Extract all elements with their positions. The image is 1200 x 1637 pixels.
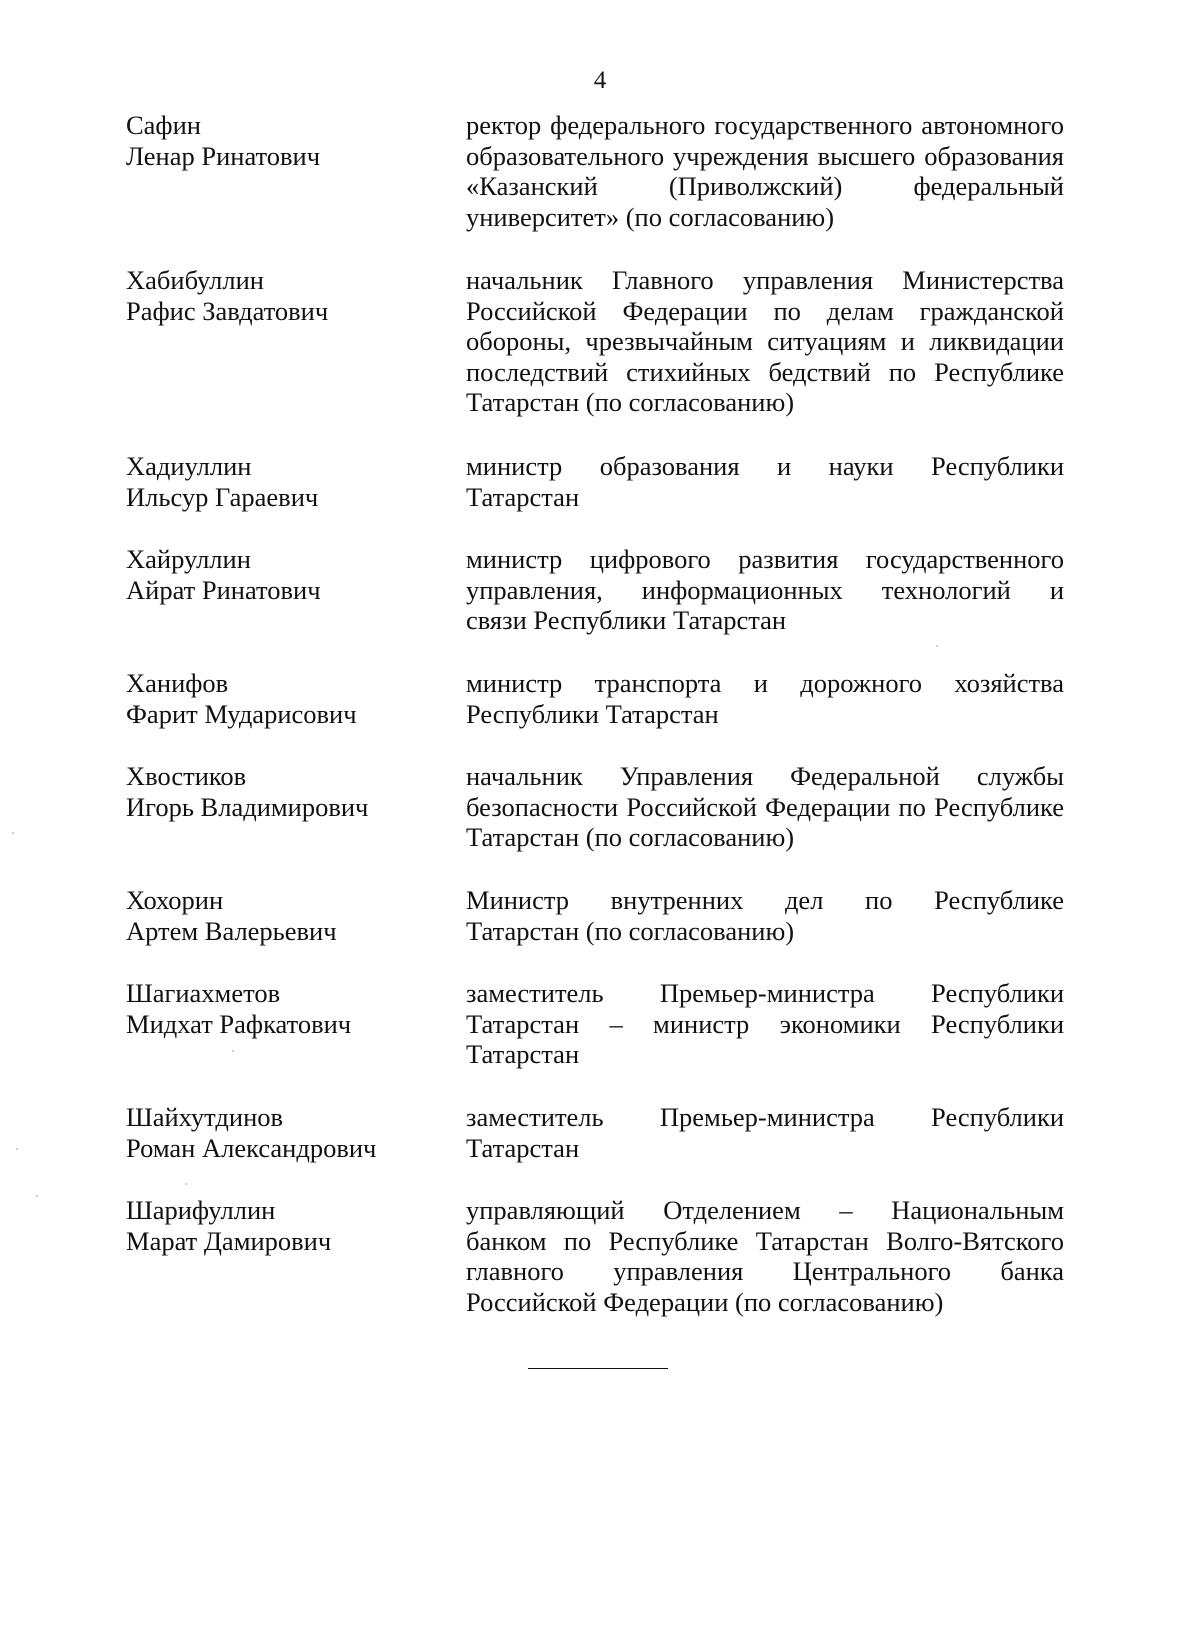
position-line: Министр внутренних дел по Республике [466, 885, 1064, 915]
position-line: начальник Управления Федеральной службы [466, 761, 1064, 791]
member-name [126, 761, 446, 822]
member-given-names: Роман Александрович [126, 1132, 377, 1163]
position-line: Татарстан [466, 481, 580, 512]
member-surname: Хабибуллин [126, 265, 264, 295]
position-line: начальник Главного управления Министерства [466, 265, 1064, 295]
position-line: последствий стихийных бедствий по Республике [466, 356, 1064, 387]
position-line: Татарстан [466, 1132, 580, 1163]
member-position [466, 885, 1064, 946]
position-line: заместитель Премьер-министра Республики [466, 1102, 1064, 1132]
position-line: университет» (по согласованию) [466, 201, 835, 232]
member-position [466, 110, 1064, 232]
position-line: обороны, чрезвычайным ситуациям и ликвидации [466, 326, 1064, 356]
member-given-names: Артем Валерьевич [126, 915, 337, 946]
member-position [466, 761, 1064, 853]
member-given-names: Марат Дамирович [126, 1225, 332, 1256]
member-surname: Хадиуллин [126, 451, 252, 481]
position-line: связи Республики Татарстан [466, 605, 787, 635]
position-line: управления, информационных технологий и [466, 574, 1064, 605]
scan-speck [232, 1050, 234, 1052]
member-surname: Ханифов [126, 668, 229, 698]
position-line: Татарстан (по согласованию) [466, 387, 795, 417]
position-line: управляющий Отделением – Национальным [466, 1195, 1064, 1225]
position-line: «Казанский (Приволжский) федеральный [466, 171, 1064, 201]
member-name [126, 544, 446, 605]
scan-speck [36, 1195, 38, 1197]
member-position [466, 1102, 1064, 1163]
position-line: главного управления Центрального банка [466, 1256, 1064, 1286]
position-line: Татарстан (по согласованию) [466, 822, 795, 852]
scan-speck [16, 1148, 18, 1150]
position-line: Татарстан [466, 1039, 580, 1069]
member-surname: Шагиахметов [126, 978, 281, 1008]
position-line: Российской Федерации по делам гражданской [466, 295, 1064, 326]
position-line: безопасности Российской Федерации по Республике [466, 791, 1064, 822]
member-given-names: Фарит Мударисович [126, 698, 357, 729]
position-line: Татарстан (по согласованию) [466, 915, 795, 946]
position-line: банком по Республике Татарстан Волго-Вятского [466, 1225, 1064, 1256]
member-given-names: Мидхат Рафкатович [126, 1008, 352, 1039]
member-given-names: Игорь Владимирович [126, 791, 369, 822]
position-line: ректор федерального государственного автономного [466, 110, 1064, 140]
member-given-names: Айрат Ринатович [126, 574, 321, 605]
member-position [466, 544, 1064, 636]
position-line: образовательного учреждения высшего образования [466, 140, 1064, 171]
end-of-list-rule [528, 1368, 668, 1369]
member-position [466, 978, 1064, 1070]
member-position [466, 265, 1064, 418]
member-surname: Хайруллин [126, 544, 251, 574]
position-line: Республики Татарстан [466, 698, 719, 729]
member-position [466, 668, 1064, 729]
member-name [126, 978, 446, 1039]
member-given-names: Рафис Завдатович [126, 295, 329, 326]
position-line: Российской Федерации (по согласованию) [466, 1286, 944, 1317]
position-line: министр цифрового развития государственного [466, 544, 1064, 574]
member-surname: Хвостиков [126, 761, 247, 791]
position-line: министр транспорта и дорожного хозяйства [466, 668, 1064, 698]
member-position [466, 1195, 1064, 1317]
scan-speck [185, 1183, 187, 1185]
member-name [126, 110, 446, 171]
position-line: министр образования и науки Республики [466, 451, 1064, 481]
member-name [126, 1102, 446, 1163]
member-name [126, 885, 446, 946]
member-surname: Сафин [126, 110, 201, 140]
member-name [126, 668, 446, 729]
member-name [126, 265, 446, 326]
member-name [126, 1195, 446, 1256]
member-surname: Шарифуллин [126, 1195, 276, 1225]
member-name [126, 451, 446, 512]
position-line: Татарстан – министр экономики Республики [466, 1008, 1064, 1039]
page-number: 4 [593, 67, 607, 94]
scan-speck [936, 645, 938, 647]
member-surname: Хохорин [126, 885, 224, 915]
position-line: заместитель Премьер-министра Республики [466, 978, 1064, 1008]
member-surname: Шайхутдинов [126, 1102, 284, 1132]
member-position [466, 451, 1064, 512]
member-given-names: Ленар Ринатович [126, 140, 321, 171]
scan-speck [12, 832, 14, 834]
member-given-names: Ильсур Гараевич [126, 481, 319, 512]
